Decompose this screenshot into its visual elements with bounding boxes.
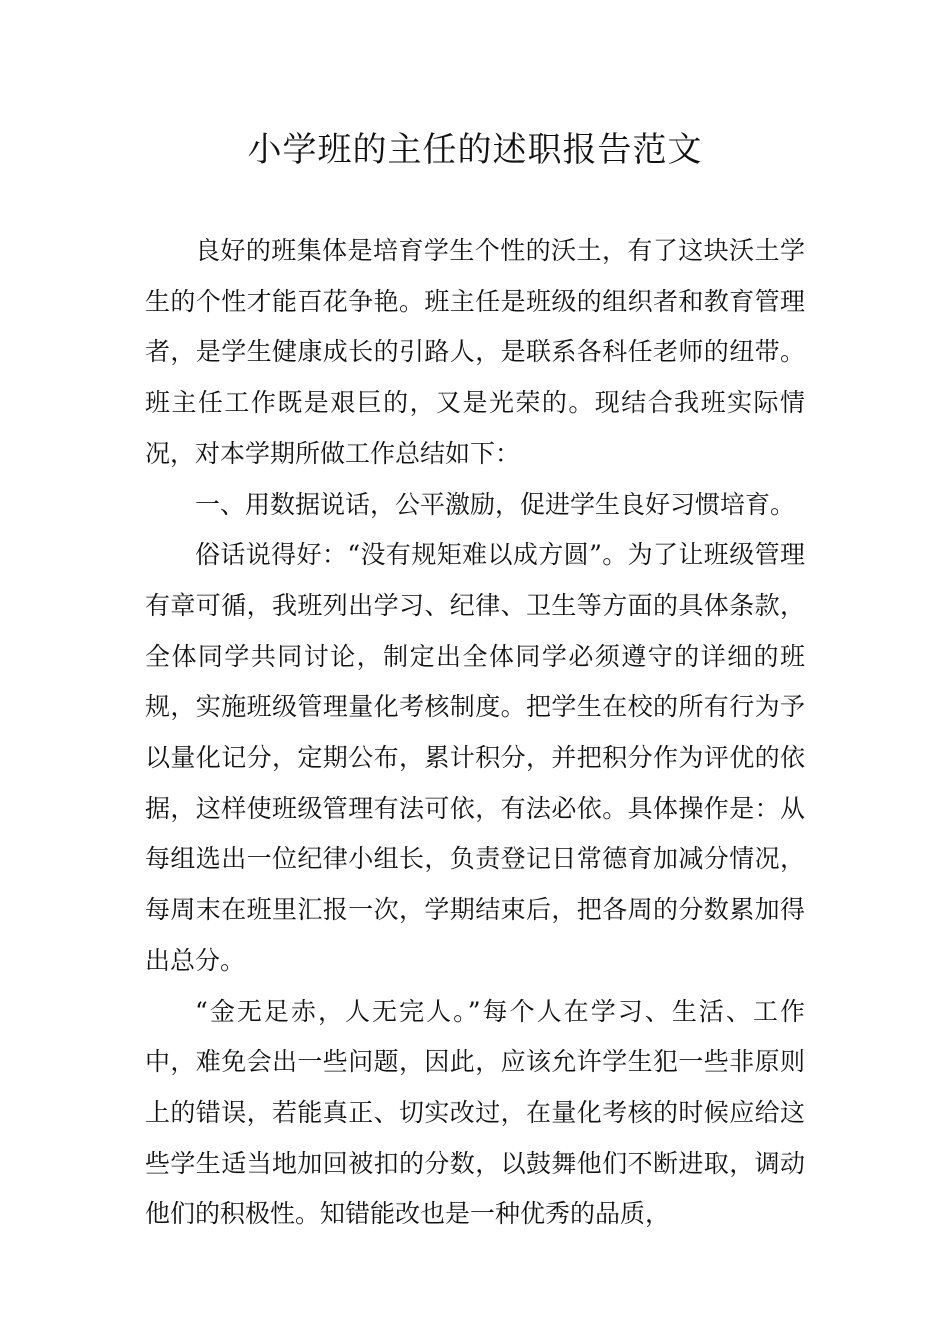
paragraph-section-heading: 一、用数据说话，公平激励，促进学生良好习惯培育。 bbox=[195, 489, 796, 519]
document-body bbox=[145, 226, 805, 1240]
paragraph-class-rules: 俗话说得好：“没有规矩难以成方圆”。为了让班级管理有章可循，我班列出学习、纪律、卫生等方面的具体条款，全体同学共同讨论，制定出全体同学必须遵守的详细的班规，实施班级管理量化考核制度。把学生在校的所有行为予以量化记分，定期公布，累计积分，并把积分作为评优的依据，这样使班级管理有法可依，有法必依。具体操作是：从每组选出一位纪律小组长，负责登记日常德育加减分情况，每周末在班里汇报一次，学期结束后，把各周的分数累加得出总分。 bbox=[145, 540, 805, 975]
paragraph-intro: 良好的班集体是培育学生个性的沃土，有了这块沃土学生的个性才能百花争艳。班主任是班级的组织者和教育管理者，是学生健康成长的引路人，是联系各科任老师的纽带。班主任工作既是艰巨的，又是光荣的。现结合我班实际情况，对本学期所做工作总结如下： bbox=[145, 236, 805, 468]
paragraph-tolerance: “金无足赤，人无完人。”每个人在学习、生活、工作中，难免会出一些问题，因此，应该允许学生犯一些非原则上的错误，若能真正、切实改过，在量化考核的时候应给这些学生适当地加回被扣的分数，以鼓舞他们不断进取，调动他们的积极性。知错能改也是一种优秀的品质， bbox=[145, 996, 805, 1229]
document-title: 小学班的主任的述职报告范文 bbox=[247, 130, 703, 170]
